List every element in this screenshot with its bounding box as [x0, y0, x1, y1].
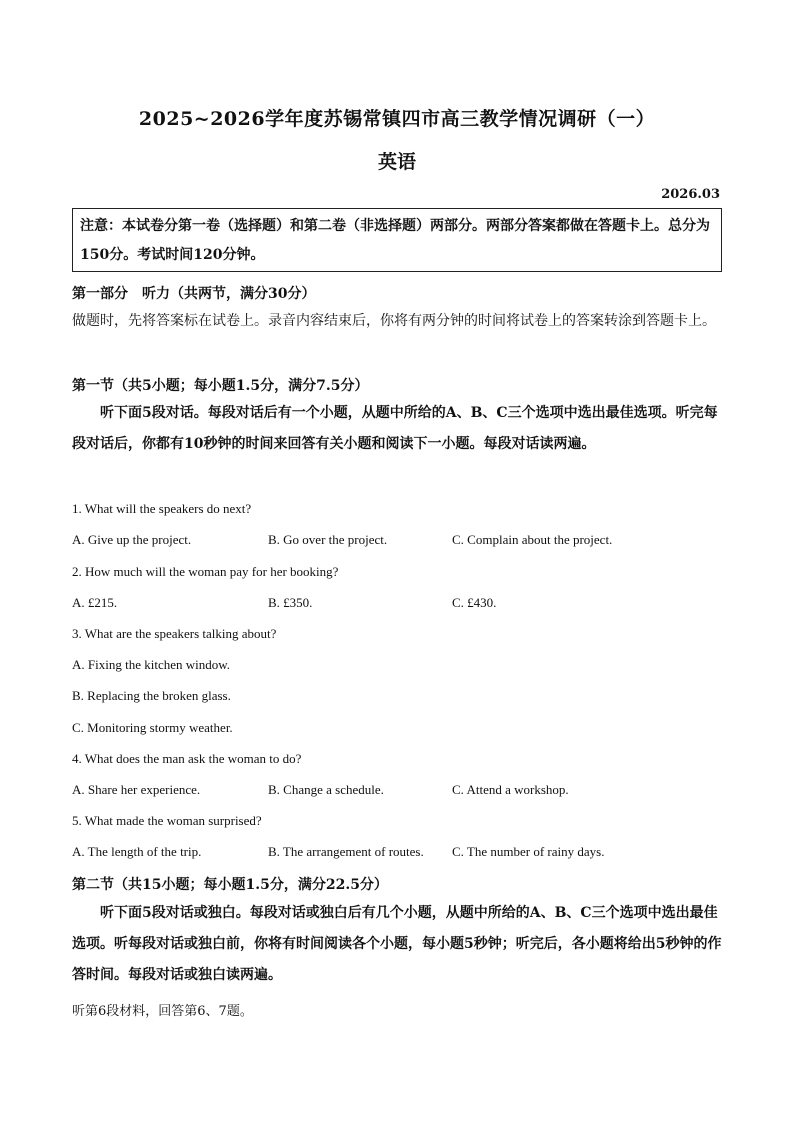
question-1: 1. What will the speakers do next?	[72, 501, 252, 516]
section2-heading: 第二节（共15小题；每小题1.5分，满分22.5分）	[72, 877, 388, 893]
q5-option-a: A. The length of the trip.	[72, 844, 202, 859]
exam-subject: 英语	[377, 151, 416, 173]
q3-option-c: C. Monitoring stormy weather.	[72, 720, 233, 735]
question-2: 2. How much will the woman pay for her booking?	[72, 564, 339, 579]
section1-instruction: 听下面5段对话。每段对话后有一个小题，从题中所给的A、B、C三个选项中选出最佳选项。听完每段对话后，你都有10秒钟的时间来回答有关小题和阅读下一小题。每段对话读两遍。	[72, 405, 718, 452]
section1-heading: 第一节（共5小题；每小题1.5分，满分7.5分）	[72, 378, 369, 394]
q3-option-a: A. Fixing the kitchen window.	[72, 657, 231, 672]
q2-option-b: B. £350.	[268, 595, 313, 610]
q1-option-b: B. Go over the project.	[268, 532, 388, 547]
q2-option-a: A. £215.	[72, 595, 118, 610]
part1-heading: 第一部分 听力（共两节，满分30分）	[72, 286, 316, 302]
section2-instruction: 听下面5段对话或独白。每段对话或独白后有几个小题，从题中所给的A、B、C三个选项中选出最佳选项。听每段对话或独白前，你将有时间阅读各个小题，每小题5秒钟；听完后，各小题将给出5秒钟的作答时间。每段对话或独白读两遍。	[72, 905, 722, 983]
material-6-instruction: 听第6段材料，回答第6、7题。	[72, 1004, 253, 1019]
q1-option-a: A. Give up the project.	[72, 532, 192, 547]
notice-box: 注意：本试卷分第一卷（选择题）和第二卷（非选择题）两部分。两部分答案都做在答题卡上。总分为150分。考试时间120分钟。	[72, 208, 722, 272]
q4-option-a: A. Share her experience.	[72, 782, 201, 797]
q4-option-b: B. Change a schedule.	[268, 782, 384, 797]
q4-option-c: C. Attend a workshop.	[452, 782, 569, 797]
question-4: 4. What does the man ask the woman to do?	[72, 751, 302, 766]
exam-title: 2025~2026学年度苏锡常镇四市高三教学情况调研（一）	[138, 108, 656, 130]
q3-option-b: B. Replacing the broken glass.	[72, 688, 231, 703]
part1-instruction: 做题时，先将答案标在试卷上。录音内容结束后，你将有两分钟的时间将试卷上的答案转涂到答题卡上。	[72, 313, 716, 329]
question-3: 3. What are the speakers talking about?	[72, 626, 277, 641]
q5-option-c: C. The number of rainy days.	[452, 844, 605, 859]
q1-option-c: C. Complain about the project.	[452, 532, 613, 547]
question-5: 5. What made the woman surprised?	[72, 813, 262, 828]
q5-option-b: B. The arrangement of routes.	[268, 844, 424, 859]
q2-option-c: C. £430.	[452, 595, 497, 610]
exam-date: 2026.03	[661, 187, 720, 202]
